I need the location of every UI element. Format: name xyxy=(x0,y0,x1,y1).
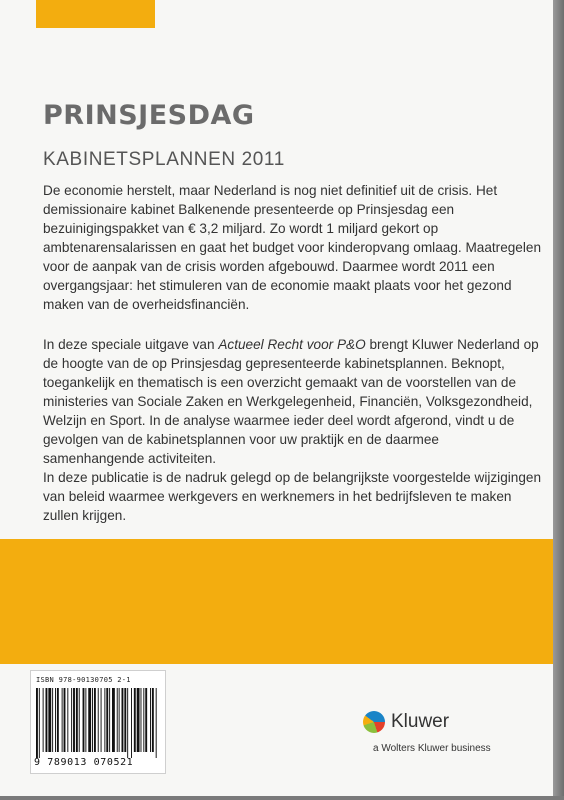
orange-band xyxy=(0,539,553,664)
blurb xyxy=(43,181,543,525)
blurb-paragraph-1: De economie herstelt, maar Nederland is nog niet definitief uit de crisis. Het demissionaire kabinet Balkenende presenteerde op Prinsjesdag een bezuinigingspakket van € 3,2 miljard. Zo wordt 1 miljard gekort op ambtenarensalarissen en gaat het budget voor kinderopvang omlaag. Maatregelen voor de aanpak van de crisis worden afgebouwd. Daarmee wordt 2011 een overgangsjaar: het stimuleren van de economie maakt plaats voor het gezond maken van de overheidsfinanciën. xyxy=(43,183,542,312)
publication-title: Actueel Recht voor P&O xyxy=(218,337,366,352)
blurb-paragraph-2 xyxy=(43,335,543,468)
barcode-digits: 9 789013 070521 xyxy=(34,757,134,768)
blurb-paragraph-3: In deze publicatie is de nadruk gelegd op de belangrijkste voorgestelde wijzigingen van beleid waarmee werkgevers en werknemers in het bedrijfsleven te maken zullen krijgen. xyxy=(43,470,542,523)
isbn-text: ISBN 978-90130705 2-1 xyxy=(36,676,131,684)
blurb-paragraph-2-end: brengt Kluwer Nederland op de hoogte van de op Prinsjesdag gepresenteerde kabinetsplannen. Beknopt, toegankelijk en thematisch is een overzicht gemaakt van de voorstellen van de ministeries van Sociale Zaken en Werkgelegenheid, Financiën, Volksgezondheid, Welzijn en Sport. In de analyse waarmee ieder deel wordt afgerond, vindt u de gevolgen van de kabinetsplannen voor uw praktijk en de daarmee samenhangende activiteiten. xyxy=(43,337,539,466)
publisher-tagline: a Wolters Kluwer business xyxy=(373,743,491,754)
publisher-logo xyxy=(363,711,543,771)
kluwer-logo-icon xyxy=(363,711,385,733)
barcode-image xyxy=(35,688,159,758)
barcode-label xyxy=(30,670,166,774)
page-edge xyxy=(553,0,564,800)
publisher-name: Kluwer xyxy=(391,711,450,732)
blurb-paragraph-2-start: In deze speciale uitgave van xyxy=(43,337,219,352)
top-orange-band xyxy=(36,0,155,28)
cover-subtitle: KABINETSPLANNEN 2011 xyxy=(43,149,285,170)
cover-title: PRINSJESDAG xyxy=(43,100,255,131)
page-bottom-edge xyxy=(0,796,564,800)
